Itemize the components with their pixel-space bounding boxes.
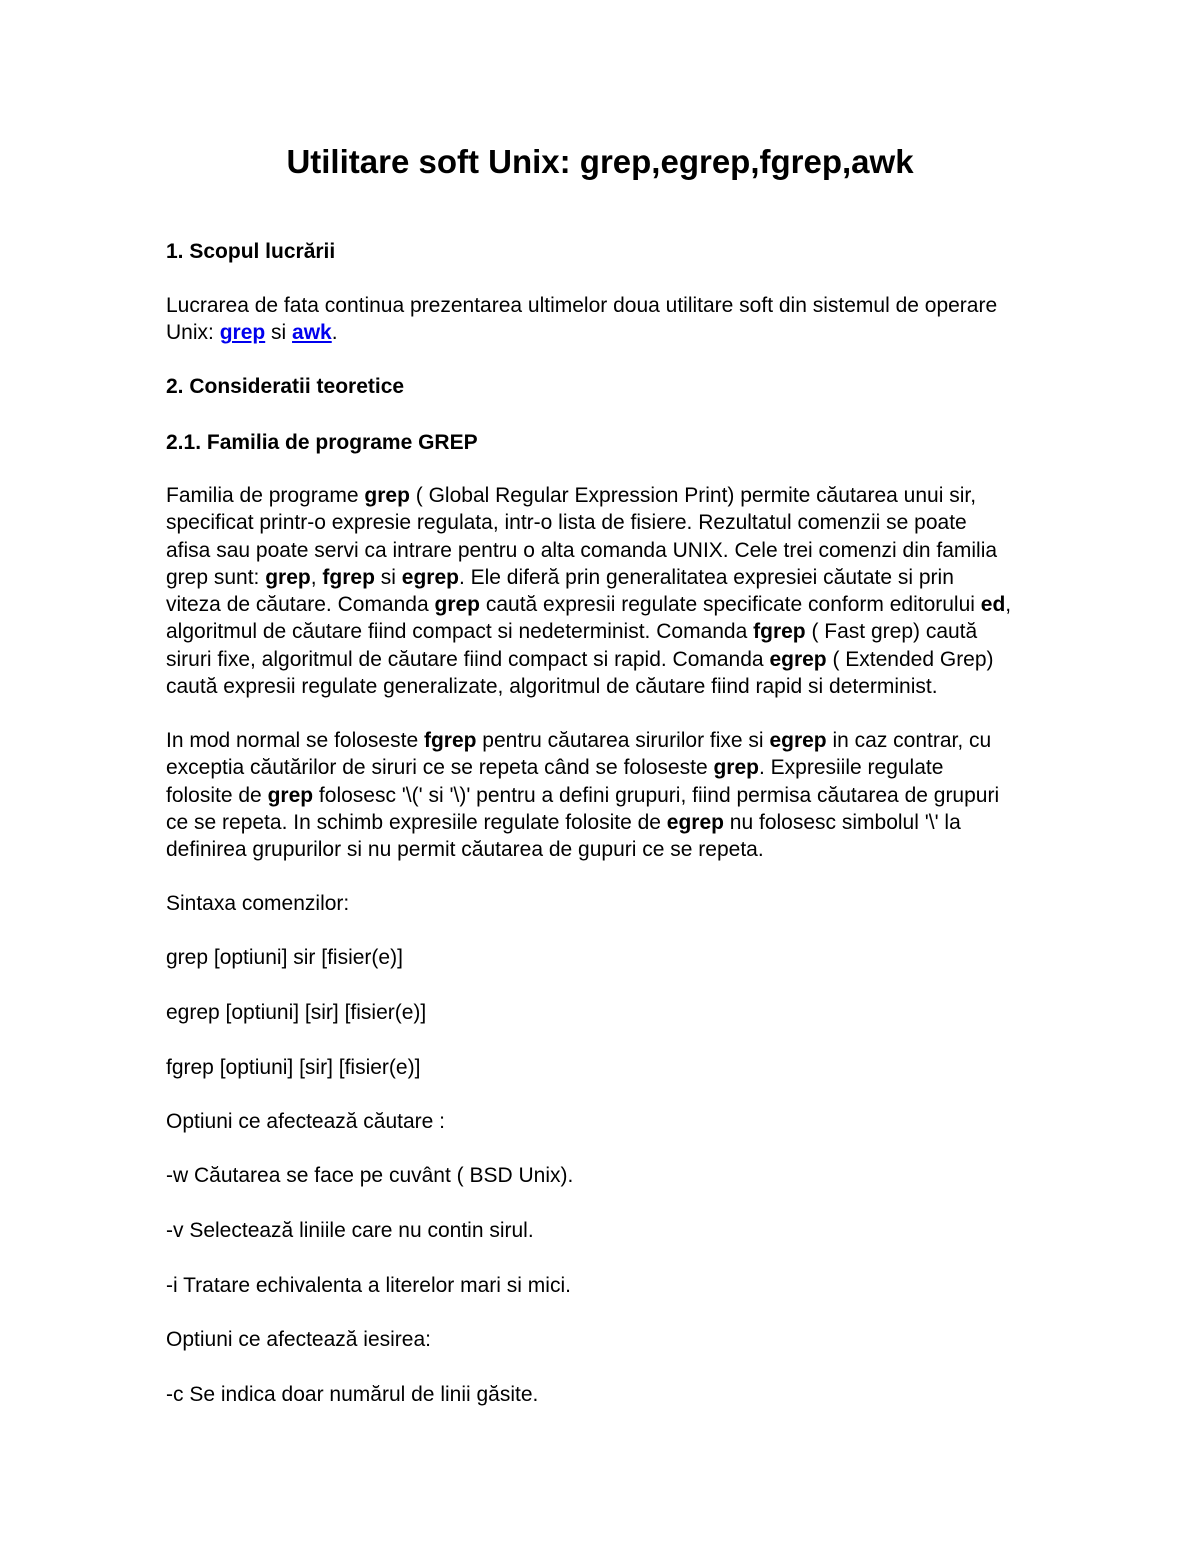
command-name: egrep <box>401 565 459 589</box>
paragraph-line <box>166 646 1126 673</box>
command-name: grep <box>364 484 410 507</box>
text: folosesc '\(' si '\)' pentru a defini grupuri, fiind permisa căutarea de grupuri <box>313 783 1000 807</box>
usage-paragraph <box>166 727 1126 863</box>
paragraph-line <box>166 319 1126 346</box>
command-name: fgrep <box>753 620 806 644</box>
text: viteza de căutare. Comanda <box>166 593 435 617</box>
text: algoritmul de căutare fiind compact si nedeterminist. Comanda <box>166 620 754 644</box>
paragraph-line <box>166 754 1126 781</box>
option-i: -i Tratare echivalenta a literelor mari si mici. <box>166 1274 571 1297</box>
paragraph-line <box>166 482 1126 509</box>
paragraph-line: caută expresii regulate generalizate, algoritmul de căutare fiind rapid si determinist. <box>166 675 938 699</box>
text: in caz contrar, cu <box>826 729 992 752</box>
text: ( Global Regular Expression Print) permite căutarea unui sir, <box>409 484 977 507</box>
paragraph-line <box>166 809 1126 836</box>
text: caută expresii regulate specificate conform editorului <box>480 593 981 617</box>
command-name: egrep <box>666 810 724 834</box>
command-name: fgrep <box>423 729 477 752</box>
paragraph-line: Lucrarea de fata continua prezentarea ultimelor doua utilitare soft din sistemul de operare <box>166 294 998 317</box>
text: . <box>331 321 338 345</box>
syntax-fgrep: fgrep [optiuni] [sir] [fisier(e)] <box>166 1056 421 1079</box>
text: si <box>265 321 293 345</box>
text: ce se repeta. In schimb expresiile regulate folosite de <box>166 810 667 834</box>
command-name: grep <box>434 593 481 617</box>
command-name: ed <box>980 593 1006 617</box>
text: siruri fixe, algoritmul de căutare fiind compact si rapid. Comanda <box>166 647 770 671</box>
option-c: -c Se indica doar numărul de linii găsite. <box>166 1383 539 1406</box>
command-name: egrep <box>769 729 827 752</box>
text: Unix: <box>166 321 220 345</box>
paragraph-line <box>166 782 1126 809</box>
section-1-heading: 1. Scopul lucrării <box>166 240 336 263</box>
text: folosite de <box>166 783 268 807</box>
text: nu folosesc simbolul '\' la <box>723 810 961 834</box>
syntax-egrep: egrep [optiuni] [sir] [fisier(e)] <box>166 1001 427 1024</box>
command-name: grep <box>267 783 314 807</box>
section-2-1-heading: 2.1. Familia de programe GREP <box>166 431 478 454</box>
paragraph-line: definirea grupurilor si nu permit căutarea de gupuri ce se repeta. <box>166 838 764 862</box>
text: , <box>1005 593 1012 617</box>
section-1-paragraph <box>166 292 1126 347</box>
command-name: grep <box>713 756 759 780</box>
text: ( Extended Grep) <box>826 647 994 671</box>
paragraph-line <box>166 727 1126 754</box>
text: . Ele diferă prin generalitatea expresiei căutate si prin <box>458 565 954 589</box>
section-2-heading: 2. Consideratii teoretice <box>166 375 405 398</box>
grep-family-paragraph <box>166 482 1126 700</box>
command-name: egrep <box>769 647 827 671</box>
text: pentru căutarea sirurilor fixe si <box>476 729 770 752</box>
syntax-label: Sintaxa comenzilor: <box>166 892 350 915</box>
document-title: Utilitare soft Unix: grep,egrep,fgrep,awk <box>286 143 914 180</box>
paragraph-line: afisa sau poate servi ca intrare pentru o alta comanda UNIX. Cele trei comenzi din familia <box>166 538 998 562</box>
awk-link[interactable]: awk <box>292 321 332 345</box>
text: . Expresiile regulate <box>758 756 944 780</box>
text: si <box>374 565 402 589</box>
paragraph-line <box>166 591 1126 618</box>
text: Familia de programe <box>166 484 365 507</box>
command-name: grep <box>265 565 311 589</box>
text: , <box>310 565 323 589</box>
paragraph-line <box>166 564 1126 591</box>
text: ( Fast grep) caută <box>805 620 978 644</box>
option-w: -w Căutarea se face pe cuvânt ( BSD Unix). <box>166 1164 574 1187</box>
text: exceptia căutărilor de siruri ce se repeta când se foloseste <box>166 756 714 780</box>
search-options-label: Optiuni ce afectează căutare : <box>166 1110 445 1133</box>
paragraph-line <box>166 618 1126 645</box>
text: grep sunt: <box>166 565 266 589</box>
grep-link[interactable]: grep <box>219 321 266 345</box>
text: In mod normal se foloseste <box>166 729 424 752</box>
command-name: fgrep <box>322 565 375 589</box>
option-v: -v Selectează liniile care nu contin sirul. <box>166 1219 534 1242</box>
output-options-label: Optiuni ce afectează iesirea: <box>166 1328 431 1351</box>
syntax-grep: grep [optiuni] sir [fisier(e)] <box>166 946 403 969</box>
paragraph-line: specificat printr-o expresie regulata, intr-o lista de fisiere. Rezultatul comenzii se poate <box>166 511 967 535</box>
